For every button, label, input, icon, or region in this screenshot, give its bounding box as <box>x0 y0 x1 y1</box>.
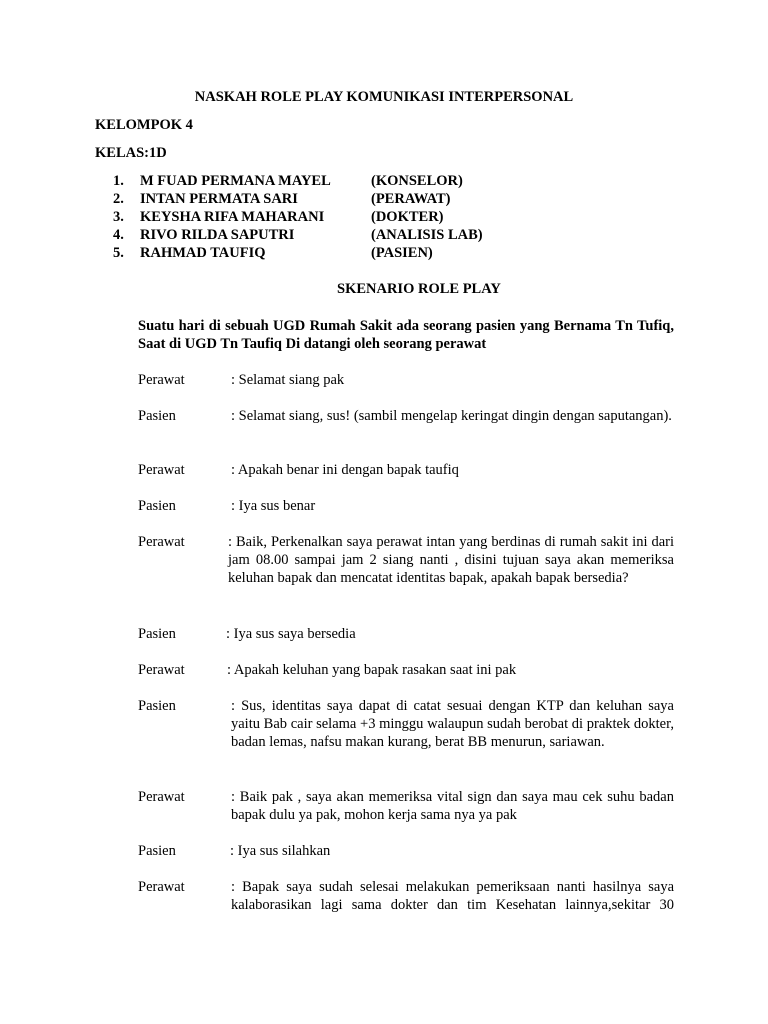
dialogue-speaker: Perawat <box>138 662 185 678</box>
member-number: 4. <box>113 227 124 243</box>
dialogue-speaker: Pasien <box>138 626 176 642</box>
member-item <box>113 172 533 190</box>
member-item <box>113 244 533 262</box>
class-label: KELAS:1D <box>95 145 167 161</box>
member-role: (PERAWAT) <box>371 191 451 207</box>
scenario-heading: SKENARIO ROLE PLAY <box>337 281 501 297</box>
member-number: 2. <box>113 191 124 207</box>
dialogue-text: : Baik pak , saya akan memeriksa vital sign dan saya mau cek suhu badan bapak dulu ya pak, mohon kerja sama nya ya pak <box>231 789 674 823</box>
dialogue-text: : Iya sus benar <box>231 498 316 514</box>
member-name: M FUAD PERMANA MAYEL <box>140 173 331 189</box>
member-number: 1. <box>113 173 124 189</box>
dialogue-text: : Selamat siang, sus! (sambil mengelap keringat dingin dengan saputangan). <box>231 408 672 424</box>
dialogue-speaker: Pasien <box>138 698 176 714</box>
dialogue-speaker: Pasien <box>138 408 176 424</box>
document-title: NASKAH ROLE PLAY KOMUNIKASI INTERPERSONAL <box>194 89 574 105</box>
member-item <box>113 226 533 244</box>
member-number: 3. <box>113 209 124 225</box>
dialogue-text: : Baik, Perkenalkan saya perawat intan yang berdinas di rumah sakit ini dari jam 08.00 sampai jam 2 siang nanti , disini tujuan saya akan memeriksa keluhan bapak dan mencatat identitas bapak, apakah bapak bersedia? <box>228 534 674 586</box>
dialogue-speaker: Perawat <box>138 462 185 478</box>
dialogue-text: : Selamat siang pak <box>231 372 345 388</box>
dialogue-text: : Bapak saya sudah selesai melakukan pemeriksaan nanti hasilnya saya kalaborasikan lagi sama dokter dan tim Kesehatan lainnya,sekitar 30 <box>231 879 674 913</box>
dialogue-speaker: Perawat <box>138 372 185 388</box>
member-role: (PASIEN) <box>371 245 433 261</box>
member-item <box>113 208 533 226</box>
scenario-intro: Suatu hari di sebuah UGD Rumah Sakit ada seorang pasien yang Bernama Tn Tufiq, Saat di UGD Tn Taufiq Di datangi oleh seorang perawat <box>138 318 674 352</box>
dialogue-text: : Iya sus saya bersedia <box>226 626 356 642</box>
member-number: 5. <box>113 245 124 261</box>
dialogue-speaker: Perawat <box>138 789 185 805</box>
member-name: INTAN PERMATA SARI <box>140 191 298 207</box>
dialogue-text: : Sus, identitas saya dapat di catat sesuai dengan KTP dan keluhan saya yaitu Bab cair selama +3 minggu walaupun sudah berobat di praktek dokter, badan lemas, nafsu makan kurang, berat BB menurun, sariawan. <box>231 698 674 750</box>
member-name: KEYSHA RIFA MAHARANI <box>140 209 325 225</box>
member-item <box>113 190 533 208</box>
member-name: RIVO RILDA SAPUTRI <box>140 227 295 243</box>
dialogue-speaker: Pasien <box>138 843 176 859</box>
member-role: (ANALISIS LAB) <box>371 227 483 243</box>
dialogue-speaker: Perawat <box>138 879 185 895</box>
dialogue-text: : Iya sus silahkan <box>230 843 331 859</box>
member-role: (DOKTER) <box>371 209 444 225</box>
member-role: (KONSELOR) <box>371 173 463 189</box>
member-name: RAHMAD TAUFIQ <box>140 245 266 261</box>
group-label: KELOMPOK 4 <box>95 117 193 133</box>
dialogue-speaker: Pasien <box>138 498 176 514</box>
dialogue-speaker: Perawat <box>138 534 185 550</box>
dialogue-text: : Apakah keluhan yang bapak rasakan saat ini pak <box>227 662 517 678</box>
dialogue-text: : Apakah benar ini dengan bapak taufiq <box>231 462 459 478</box>
